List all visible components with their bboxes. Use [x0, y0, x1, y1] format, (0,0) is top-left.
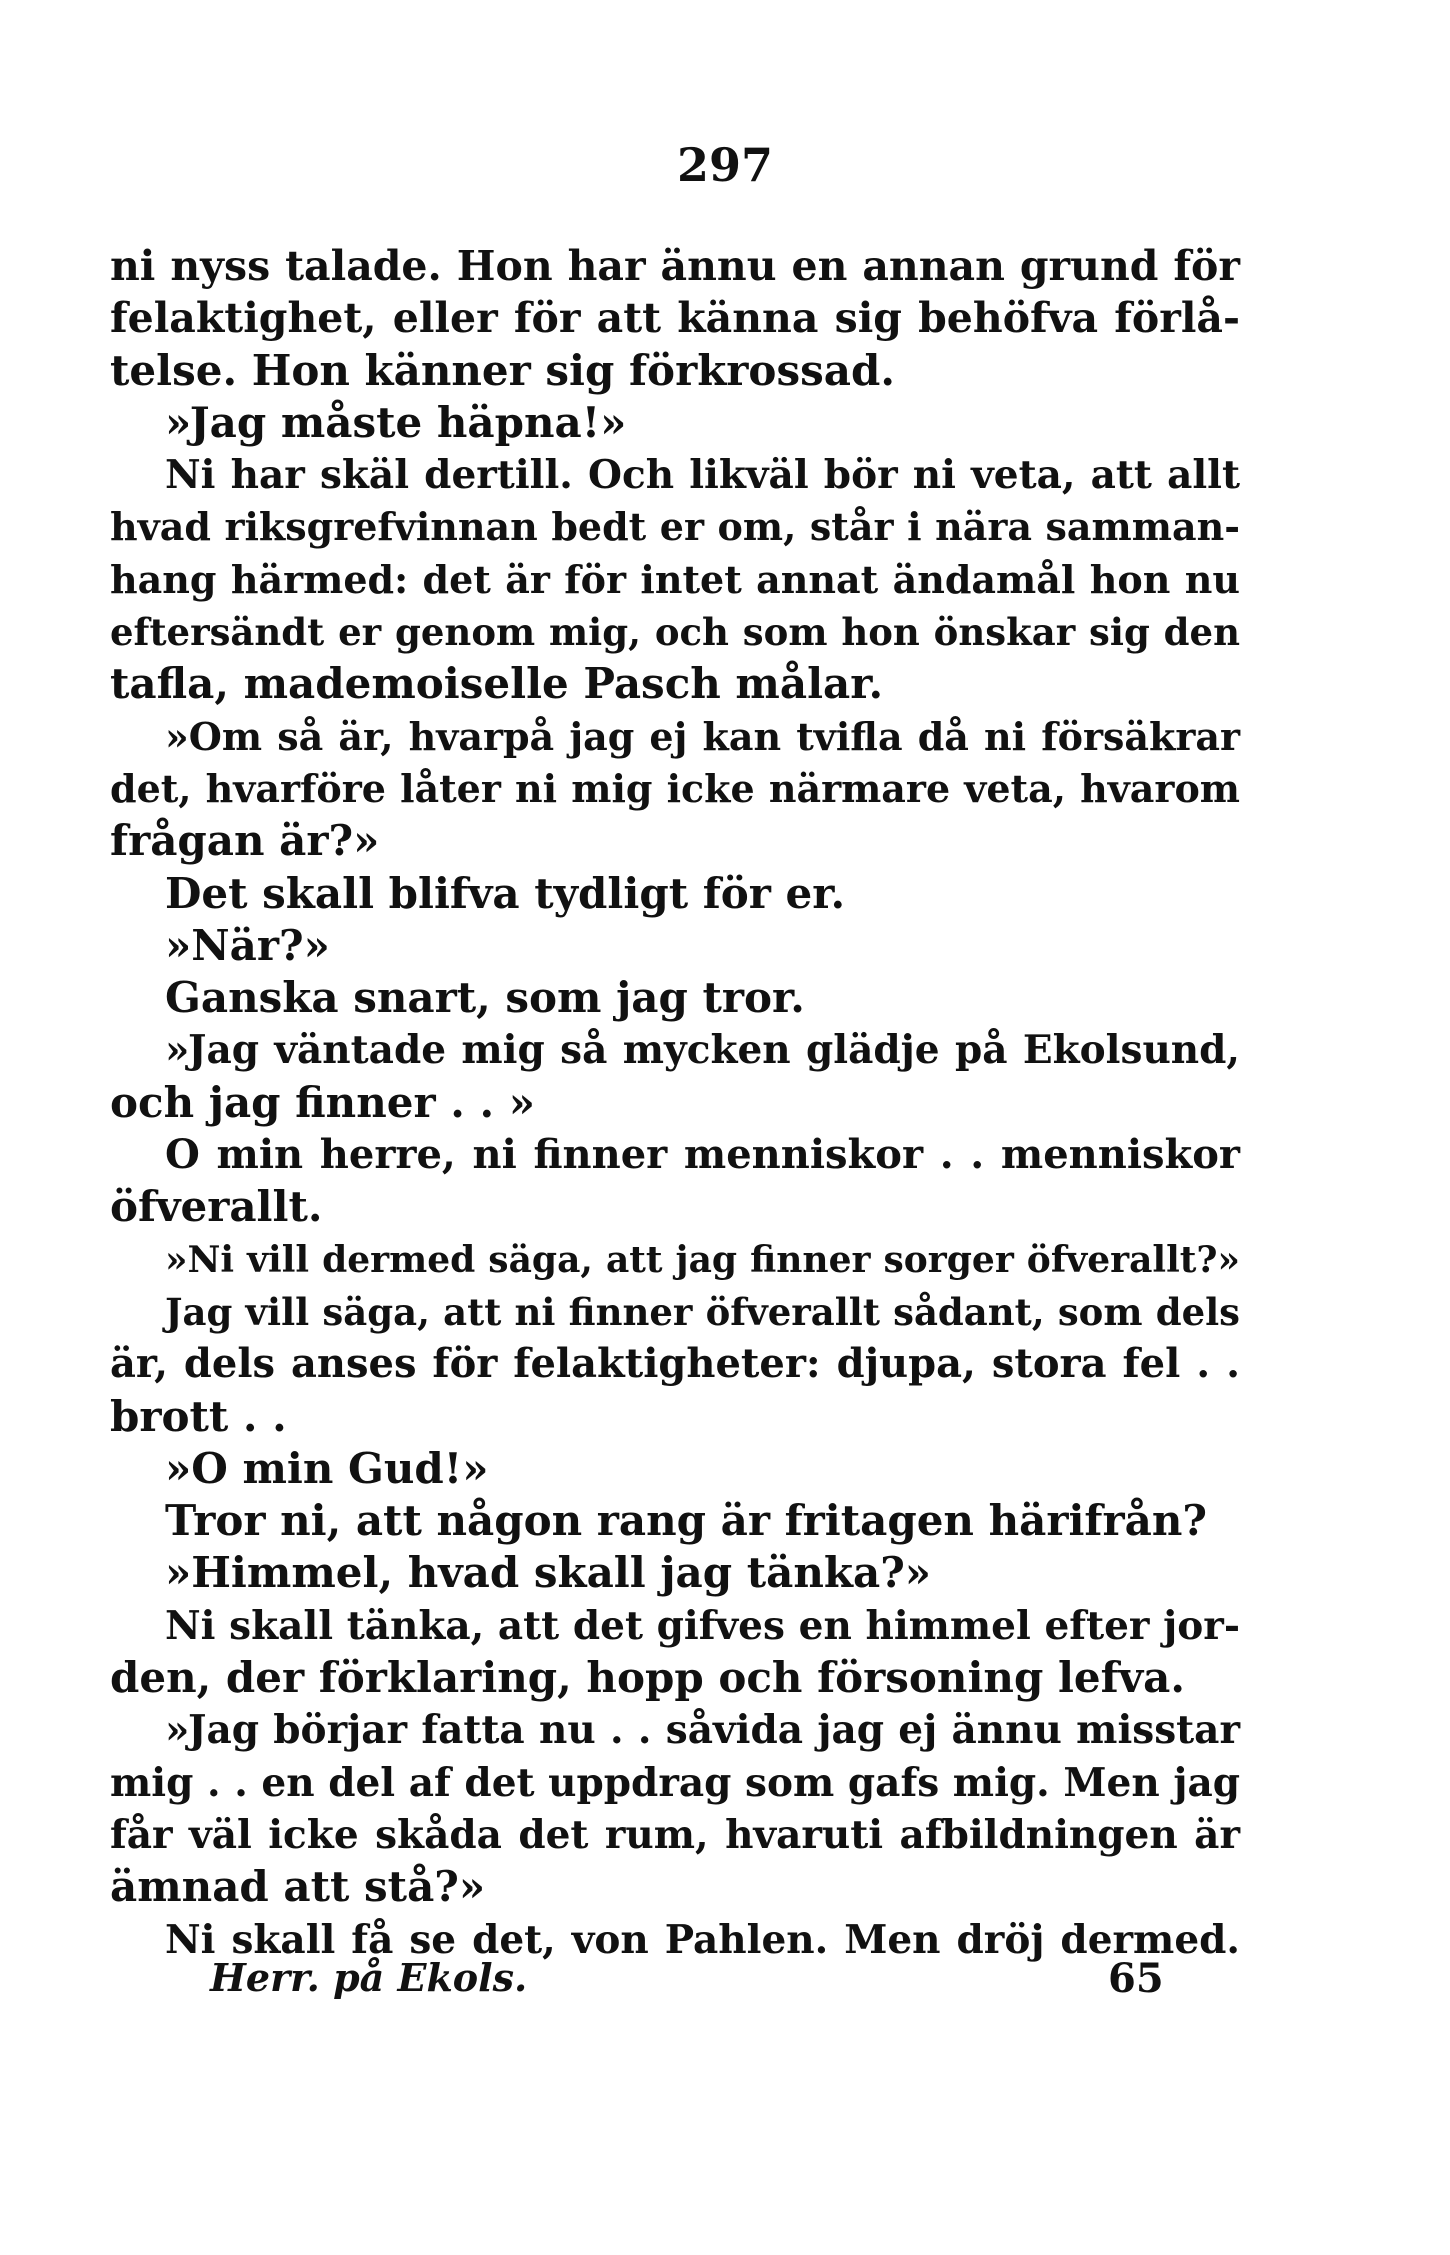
text-line: mig . . en del af det uppdrag som gafs mig. Men jag [110, 1759, 1240, 1806]
body-text [110, 240, 1240, 1966]
text-line: Ni skall tänka, att det gifves en himmel efter jor- [165, 1602, 1240, 1649]
text-line: »O min Gud!» [165, 1443, 489, 1493]
text-line: eftersändt er genom mig, och som hon önskar sig den [110, 610, 1240, 655]
text-line: »Jag måste häpna!» [165, 397, 627, 447]
text-line: Det skall blifva tydligt för er. [165, 868, 846, 918]
text-line: »Jag börjar fatta nu . . såvida jag ej ännu misstar [165, 1707, 1240, 1754]
footer-sheet-number: 65 [1108, 1955, 1164, 2002]
text-line: och jag finner . . » [110, 1077, 535, 1127]
text-line: ämnad att stå?» [110, 1862, 486, 1912]
text-line: Ni skall få se det, von Pahlen. Men dröj dermed. [165, 1916, 1240, 1963]
text-line: Ganska snart, som jag tror. [165, 973, 805, 1023]
text-line: det, hvarföre låter ni mig icke närmare veta, hvarom [110, 765, 1240, 811]
text-line: får väl icke skåda det rum, hvaruti afbildningen är [110, 1811, 1240, 1858]
text-line: Ni har skäl dertill. Och likväl bör ni veta, att allt [165, 452, 1240, 499]
text-line: Jag vill säga, att ni finner öfverallt sådant, som dels [165, 1289, 1240, 1334]
text-line: hang härmed: det är för intet annat ändamål hon nu [110, 556, 1240, 602]
page-number: 297 [676, 138, 774, 192]
text-line: den, der förklaring, hopp och försoning lefva. [110, 1653, 1185, 1703]
text-line: tafla, mademoiselle Pasch målar. [110, 659, 884, 709]
text-line: ni nyss talade. Hon har ännu en annan grund för [110, 242, 1240, 290]
text-line: »Ni vill dermed säga, att jag finner sorger öfverallt?» [165, 1238, 1240, 1281]
text-line: »Jag väntade mig så mycken glädje på Ekolsund, [165, 1027, 1240, 1074]
text-line: Tror ni, att någon rang är fritagen härifrån? [165, 1496, 1207, 1546]
footer-signature: Herr. på Ekols. [210, 1955, 528, 2000]
text-line: felaktighet, eller för att känna sig behöfva förlå- [110, 294, 1240, 343]
text-line: brott . . [110, 1391, 287, 1441]
text-line: »Om så är, hvarpå jag ej kan tvifla då ni försäkrar [165, 713, 1240, 759]
text-line: O min herre, ni finner menniskor . . menniskor [165, 1131, 1240, 1179]
text-line: telse. Hon känner sig förkrossad. [110, 345, 895, 395]
text-line: öfverallt. [110, 1182, 323, 1232]
text-line: »Himmel, hvad skall jag tänka?» [165, 1548, 932, 1598]
text-line: är, dels anses för felaktigheter: djupa, stora fel . . [110, 1340, 1240, 1388]
text-line: »När?» [165, 920, 330, 970]
text-line: frågan är?» [110, 816, 380, 866]
text-line: hvad riksgrefvinnan bedt er om, står i nära samman- [110, 504, 1240, 550]
